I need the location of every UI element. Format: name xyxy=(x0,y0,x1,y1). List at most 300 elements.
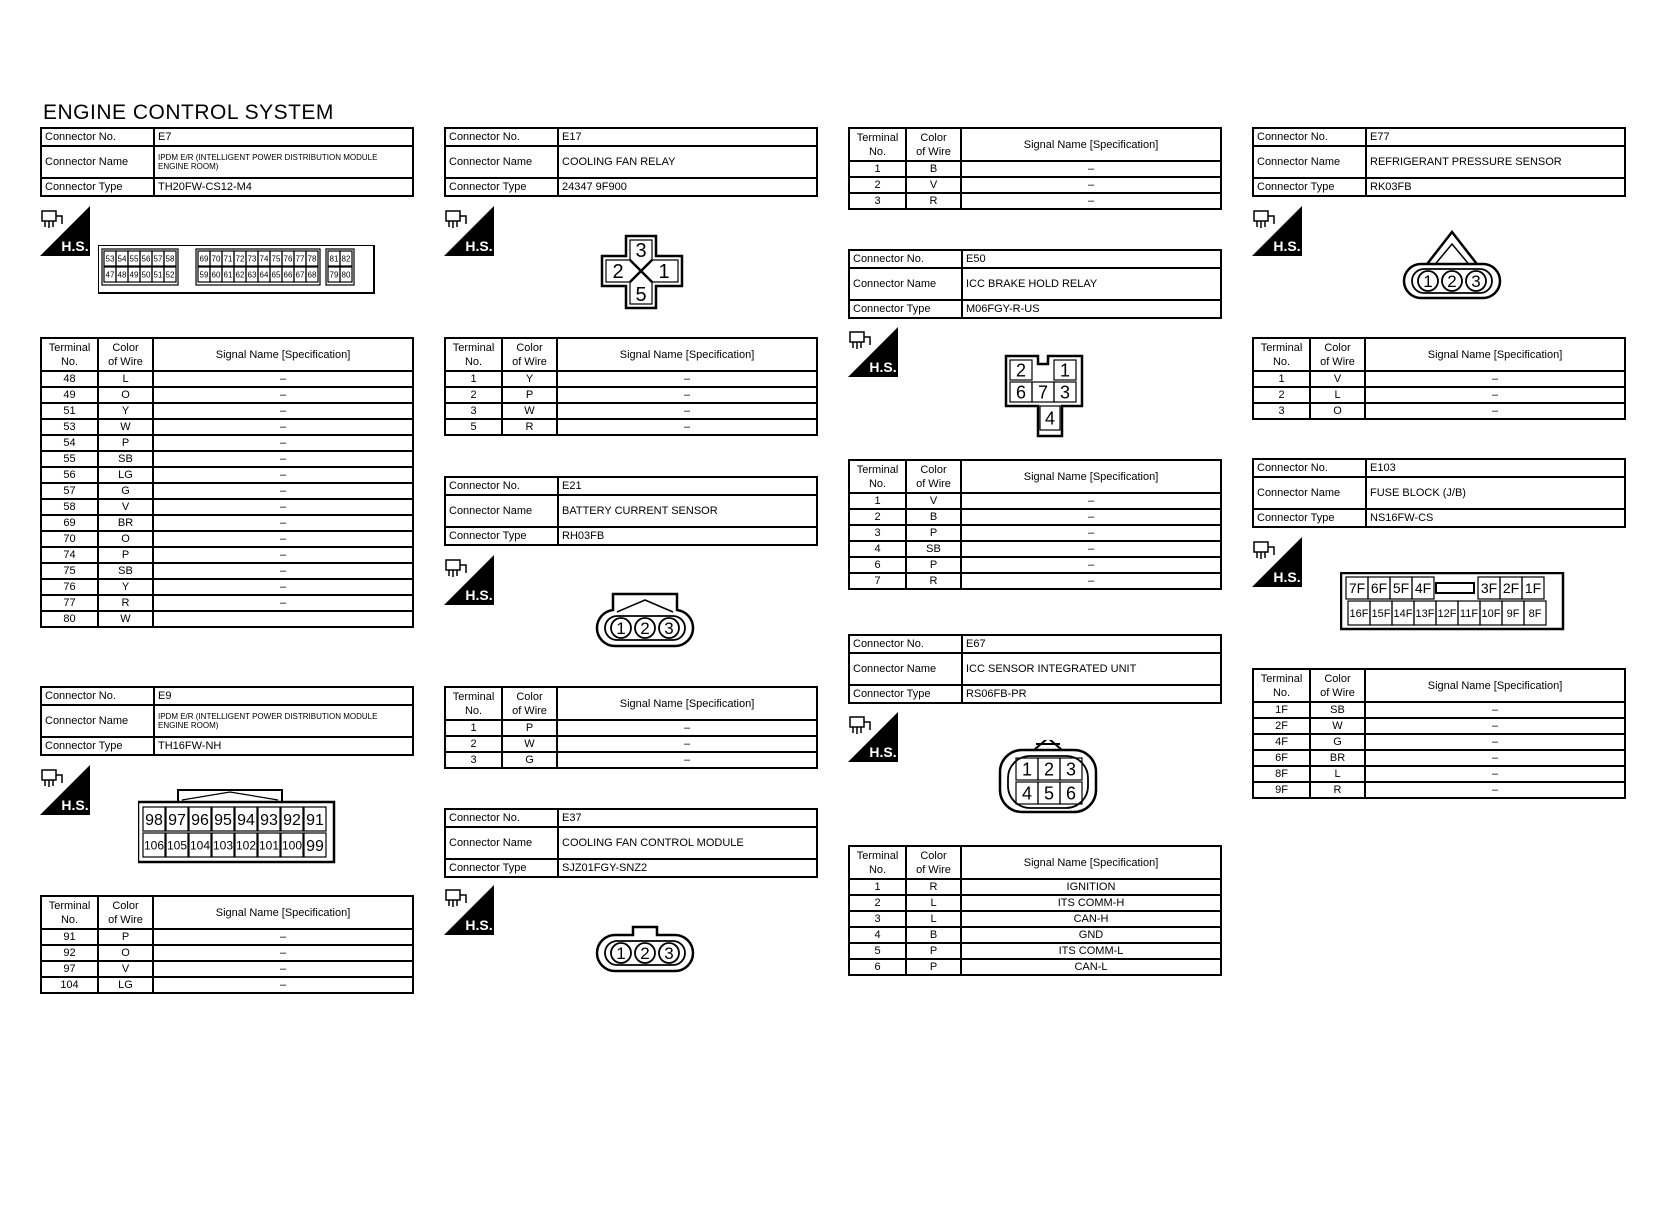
terminal-no: 4F xyxy=(1253,734,1310,750)
signal-table-e50 xyxy=(848,459,1222,590)
connector-name: COOLING FAN RELAY xyxy=(558,146,817,178)
connector-info-e50 xyxy=(848,249,1222,319)
pin-label: 49 xyxy=(129,270,139,280)
signal-name: – xyxy=(153,419,413,435)
pin-label: 69 xyxy=(199,254,209,264)
page-title: ENGINE CONTROL SYSTEM xyxy=(43,101,334,124)
label-connector-type: Connector Type xyxy=(1253,509,1366,527)
table-row xyxy=(849,911,1221,927)
pin-label: 82 xyxy=(341,254,351,264)
pin-label: 53 xyxy=(105,254,115,264)
label-connector-type: Connector Type xyxy=(41,178,154,196)
terminal-no: 1 xyxy=(849,493,906,509)
pin-label: 103 xyxy=(212,838,234,853)
table-row xyxy=(41,483,413,499)
wire-color: R xyxy=(906,573,961,589)
wire-color: BR xyxy=(98,515,153,531)
terminal-no: 91 xyxy=(41,929,98,945)
wire-color: P xyxy=(906,943,961,959)
pin-label: 58 xyxy=(165,254,175,264)
pin-label: 55 xyxy=(129,254,139,264)
pin-label: 4F xyxy=(1414,580,1432,597)
signal-name: – xyxy=(1365,766,1625,782)
connector-latch xyxy=(1424,232,1480,268)
signal-name: – xyxy=(557,371,817,387)
terminal-no: 2 xyxy=(849,509,906,525)
table-row xyxy=(41,467,413,483)
table-row xyxy=(41,929,413,945)
terminal-no: 3 xyxy=(445,403,502,419)
label-connector-no: Connector No. xyxy=(41,128,154,146)
pin-label: 1 xyxy=(1423,272,1433,291)
pin-label: 6 xyxy=(1015,382,1027,403)
terminal-no: 3 xyxy=(849,911,906,927)
table-row xyxy=(41,419,413,435)
connector-type: TH16FW-NH xyxy=(154,737,413,755)
wire-color: L xyxy=(906,911,961,927)
wire-color: BR xyxy=(1310,750,1365,766)
pin-label: 70 xyxy=(211,254,221,264)
pin-label: 3 xyxy=(1059,382,1071,403)
label-connector-name: Connector Name xyxy=(445,146,558,178)
header-terminal: Terminal No. xyxy=(445,687,502,720)
signal-table-e7 xyxy=(40,337,414,628)
table-row xyxy=(445,720,817,736)
signal-name: – xyxy=(961,177,1221,193)
connector-body xyxy=(98,245,374,293)
signal-name: – xyxy=(961,509,1221,525)
harness-side-icon xyxy=(40,765,90,815)
pin-label: 104 xyxy=(189,838,211,853)
pin-label: 5 xyxy=(635,284,647,306)
wire-color: V xyxy=(906,493,961,509)
connector-no: E77 xyxy=(1366,128,1625,146)
terminal-no: 2 xyxy=(445,387,502,403)
harness-side-icon xyxy=(1252,537,1302,587)
pin-label: 54 xyxy=(117,254,127,264)
harness-side-icon xyxy=(1252,206,1302,256)
pin-label: 61 xyxy=(223,270,233,280)
connector-name: FUSE BLOCK (J/B) xyxy=(1366,477,1625,509)
pin-label: 4 xyxy=(1021,783,1033,804)
terminal-no: 104 xyxy=(41,977,98,993)
terminal-no: 9F xyxy=(1253,782,1310,798)
header-signal: Signal Name [Specification] xyxy=(961,460,1221,493)
pin-label: 94 xyxy=(237,811,255,829)
pin-label: 1F xyxy=(1524,580,1542,597)
wire-color: B xyxy=(906,509,961,525)
signal-name: – xyxy=(1365,734,1625,750)
connector-info-e77 xyxy=(1252,127,1626,197)
label-connector-name: Connector Name xyxy=(1253,146,1366,178)
pin-label: 93 xyxy=(260,811,278,829)
label-connector-type: Connector Type xyxy=(445,527,558,545)
pin-label: 5F xyxy=(1392,580,1410,597)
pin-label: 12F xyxy=(1437,607,1457,620)
pin-label: 92 xyxy=(283,811,301,829)
signal-name: – xyxy=(153,595,413,611)
blank-cavity xyxy=(1436,583,1474,593)
pin-label: 71 xyxy=(223,254,233,264)
terminal-no: 57 xyxy=(41,483,98,499)
table-row xyxy=(41,977,413,993)
pin-label: 11F xyxy=(1459,607,1479,620)
terminal-no: 69 xyxy=(41,515,98,531)
pin-label: 5 xyxy=(1043,783,1055,804)
table-row xyxy=(41,595,413,611)
signal-name: – xyxy=(557,387,817,403)
connector-no: E9 xyxy=(154,687,413,705)
connector-type: RS06FB-PR xyxy=(962,685,1221,703)
header-color: Color of Wire xyxy=(1310,669,1365,702)
pin-label: 60 xyxy=(211,270,221,280)
wire-color: SB xyxy=(98,451,153,467)
pin-label: 48 xyxy=(117,270,127,280)
wire-color: W xyxy=(98,419,153,435)
pin-label: 2 xyxy=(1043,759,1055,780)
table-row xyxy=(445,736,817,752)
terminal-no: 6 xyxy=(849,557,906,573)
table-row xyxy=(41,403,413,419)
table-row xyxy=(1253,766,1625,782)
wire-color: W xyxy=(98,611,153,627)
pin-label: 68 xyxy=(307,270,317,280)
label-connector-name: Connector Name xyxy=(849,268,962,300)
wire-color: SB xyxy=(906,541,961,557)
pin-label: 6F xyxy=(1370,580,1388,597)
signal-name xyxy=(153,611,413,627)
connector-type: NS16FW-CS xyxy=(1366,509,1625,527)
table-row xyxy=(445,752,817,768)
terminal-no: 56 xyxy=(41,467,98,483)
terminal-no: 3 xyxy=(849,193,906,209)
pin-label: 99 xyxy=(306,837,324,855)
pin-label: 1 xyxy=(616,619,626,638)
pin-label: 2 xyxy=(640,619,650,638)
pin-label: 102 xyxy=(235,838,257,853)
hs-label: H.S. xyxy=(1273,238,1301,254)
header-terminal: Terminal No. xyxy=(849,128,906,161)
table-row xyxy=(849,161,1221,177)
label-connector-name: Connector Name xyxy=(445,495,558,527)
header-terminal: Terminal No. xyxy=(41,896,98,929)
wire-color: V xyxy=(906,177,961,193)
header-terminal: Terminal No. xyxy=(849,846,906,879)
connector-face-e17 xyxy=(600,234,684,310)
harness-side-icon xyxy=(444,555,494,605)
hs-label: H.S. xyxy=(869,359,897,375)
table-row xyxy=(849,927,1221,943)
pin-label: 77 xyxy=(295,254,305,264)
pin-label: 1 xyxy=(658,261,670,283)
harness-side-icon xyxy=(444,885,494,935)
table-row xyxy=(849,177,1221,193)
table-row xyxy=(41,435,413,451)
connector-type: M06FGY-R-US xyxy=(962,300,1221,318)
label-connector-name: Connector Name xyxy=(445,827,558,859)
pin-label: 56 xyxy=(141,254,151,264)
label-connector-type: Connector Type xyxy=(1253,178,1366,196)
wire-color: LG xyxy=(98,467,153,483)
terminal-no: 8F xyxy=(1253,766,1310,782)
terminal-no: 6F xyxy=(1253,750,1310,766)
terminal-no: 74 xyxy=(41,547,98,563)
pin-label: 80 xyxy=(341,270,351,280)
signal-name: – xyxy=(153,531,413,547)
table-row xyxy=(849,879,1221,895)
header-signal: Signal Name [Specification] xyxy=(557,687,817,720)
connector-latch xyxy=(617,600,673,612)
table-row xyxy=(849,541,1221,557)
signal-name: – xyxy=(961,573,1221,589)
pin-label: 3 xyxy=(1065,759,1077,780)
table-row xyxy=(849,509,1221,525)
table-row xyxy=(41,515,413,531)
wire-color: O xyxy=(98,945,153,961)
pin-label: 59 xyxy=(199,270,209,280)
label-connector-type: Connector Type xyxy=(41,737,154,755)
signal-name: CAN-L xyxy=(961,959,1221,975)
signal-name: ITS COMM-H xyxy=(961,895,1221,911)
terminal-no: 2 xyxy=(1253,387,1310,403)
pin-label: 97 xyxy=(168,811,186,829)
wire-color: B xyxy=(906,927,961,943)
signal-name: – xyxy=(153,387,413,403)
wire-color: R xyxy=(1310,782,1365,798)
terminal-no: 76 xyxy=(41,579,98,595)
connector-face-e77 xyxy=(1402,230,1502,302)
connector-info-e21 xyxy=(444,476,818,546)
pin-label: 57 xyxy=(153,254,163,264)
signal-name: – xyxy=(153,483,413,499)
pin-label: 14F xyxy=(1393,607,1413,620)
signal-table-e67 xyxy=(848,845,1222,976)
label-connector-no: Connector No. xyxy=(849,635,962,653)
wire-color: V xyxy=(1310,371,1365,387)
table-row xyxy=(849,943,1221,959)
wire-color: G xyxy=(502,752,557,768)
pin-label: 3 xyxy=(664,944,674,963)
pin-label: 105 xyxy=(166,838,188,853)
hs-label: H.S. xyxy=(465,917,493,933)
header-color: Color of Wire xyxy=(906,128,961,161)
terminal-no: 6 xyxy=(849,959,906,975)
wire-color: P xyxy=(906,557,961,573)
header-terminal: Terminal No. xyxy=(1253,338,1310,371)
pin-label: 79 xyxy=(329,270,339,280)
wire-color: SB xyxy=(1310,702,1365,718)
pin-label: 62 xyxy=(235,270,245,280)
pin-label: 106 xyxy=(143,838,165,853)
pin-label: 64 xyxy=(259,270,269,280)
label-connector-no: Connector No. xyxy=(1253,459,1366,477)
pin-label: 13F xyxy=(1415,607,1435,620)
signal-name: CAN-H xyxy=(961,911,1221,927)
signal-name: – xyxy=(1365,750,1625,766)
hs-label: H.S. xyxy=(61,238,89,254)
pin-label: 2 xyxy=(1015,360,1027,381)
table-row xyxy=(41,387,413,403)
signal-name: – xyxy=(153,499,413,515)
terminal-no: 2 xyxy=(445,736,502,752)
label-connector-name: Connector Name xyxy=(41,705,154,737)
signal-name: – xyxy=(557,736,817,752)
pin-label: 9F xyxy=(1506,607,1520,620)
terminal-no: 58 xyxy=(41,499,98,515)
table-row xyxy=(849,193,1221,209)
header-signal: Signal Name [Specification] xyxy=(557,338,817,371)
wire-color: L xyxy=(1310,766,1365,782)
pin-label: 100 xyxy=(281,838,303,853)
header-signal: Signal Name [Specification] xyxy=(961,846,1221,879)
table-row xyxy=(1253,750,1625,766)
connector-type: TH20FW-CS12-M4 xyxy=(154,178,413,196)
hs-label: H.S. xyxy=(869,744,897,760)
signal-name: – xyxy=(153,977,413,993)
terminal-no: 53 xyxy=(41,419,98,435)
signal-name: – xyxy=(153,435,413,451)
pin-label: 73 xyxy=(247,254,257,264)
terminal-no: 1 xyxy=(445,371,502,387)
wire-color: W xyxy=(502,736,557,752)
terminal-no: 2 xyxy=(849,895,906,911)
terminal-no: 55 xyxy=(41,451,98,467)
signal-name: – xyxy=(557,403,817,419)
header-signal: Signal Name [Specification] xyxy=(1365,669,1625,702)
pin-label: 91 xyxy=(306,811,324,829)
terminal-no: 4 xyxy=(849,541,906,557)
harness-side-icon xyxy=(40,206,90,256)
connector-name: REFRIGERANT PRESSURE SENSOR xyxy=(1366,146,1625,178)
signal-name: – xyxy=(1365,718,1625,734)
blank-cavity xyxy=(630,260,652,282)
connector-face-e9 xyxy=(138,788,338,868)
pin-label: 15F xyxy=(1371,607,1391,620)
signal-name: – xyxy=(1365,403,1625,419)
pin-label: 1 xyxy=(616,944,626,963)
header-color: Color of Wire xyxy=(502,338,557,371)
signal-name: – xyxy=(153,371,413,387)
label-connector-type: Connector Type xyxy=(849,300,962,318)
pin-label: 74 xyxy=(259,254,269,264)
table-row xyxy=(1253,702,1625,718)
terminal-no: 1F xyxy=(1253,702,1310,718)
header-color: Color of Wire xyxy=(906,460,961,493)
table-row xyxy=(1253,718,1625,734)
terminal-no: 4 xyxy=(849,927,906,943)
signal-table-e21 xyxy=(444,686,818,769)
connector-face-e103 xyxy=(1340,572,1566,632)
terminal-no: 3 xyxy=(849,525,906,541)
hs-label: H.S. xyxy=(1273,569,1301,585)
terminal-no: 1 xyxy=(849,879,906,895)
table-row xyxy=(1253,734,1625,750)
table-row xyxy=(445,371,817,387)
connector-info-e17 xyxy=(444,127,818,197)
signal-name: – xyxy=(153,563,413,579)
header-signal: Signal Name [Specification] xyxy=(961,128,1221,161)
pin-label: 78 xyxy=(307,254,317,264)
wire-color: P xyxy=(98,435,153,451)
connector-no: E50 xyxy=(962,250,1221,268)
terminal-no: 3 xyxy=(1253,403,1310,419)
header-terminal: Terminal No. xyxy=(445,338,502,371)
connector-no: E37 xyxy=(558,809,817,827)
pin-label: 75 xyxy=(271,254,281,264)
table-row xyxy=(1253,371,1625,387)
table-row xyxy=(849,959,1221,975)
pin-label: 7F xyxy=(1348,580,1366,597)
table-row xyxy=(41,961,413,977)
table-row xyxy=(849,573,1221,589)
header-color: Color of Wire xyxy=(906,846,961,879)
label-connector-type: Connector Type xyxy=(445,859,558,877)
terminal-no: 1 xyxy=(445,720,502,736)
pin-label: 6 xyxy=(1065,783,1077,804)
pin-label: 16F xyxy=(1349,607,1369,620)
harness-side-icon xyxy=(848,712,898,762)
table-row xyxy=(41,531,413,547)
wire-color: P xyxy=(98,547,153,563)
pin-label: 1 xyxy=(1021,759,1033,780)
pin-label: 66 xyxy=(283,270,293,280)
pin-label: 81 xyxy=(329,254,339,264)
connector-face-e50 xyxy=(1004,354,1094,438)
wire-color: O xyxy=(98,387,153,403)
pin-label: 67 xyxy=(295,270,305,280)
signal-table-e103 xyxy=(1252,668,1626,799)
signal-table-e77 xyxy=(1252,337,1626,420)
header-color: Color of Wire xyxy=(1310,338,1365,371)
connector-no: E21 xyxy=(558,477,817,495)
connector-no: E7 xyxy=(154,128,413,146)
signal-name: – xyxy=(153,515,413,531)
connector-name: ICC BRAKE HOLD RELAY xyxy=(962,268,1221,300)
terminal-no: 5 xyxy=(445,419,502,435)
terminal-no: 97 xyxy=(41,961,98,977)
wire-color: R xyxy=(906,193,961,209)
wire-color: L xyxy=(98,371,153,387)
pin-label: 72 xyxy=(235,254,245,264)
label-connector-no: Connector No. xyxy=(445,477,558,495)
signal-name: – xyxy=(153,945,413,961)
wire-color: B xyxy=(906,161,961,177)
pin-label: 52 xyxy=(165,270,175,280)
table-row xyxy=(1253,403,1625,419)
connector-info-e37 xyxy=(444,808,818,878)
wire-color: Y xyxy=(502,371,557,387)
pin-label: 3F xyxy=(1480,580,1498,597)
connector-face-e7 xyxy=(98,245,378,297)
pin-label: 8F xyxy=(1528,607,1542,620)
wire-color: L xyxy=(1310,387,1365,403)
wire-color: R xyxy=(502,419,557,435)
table-row xyxy=(41,451,413,467)
connector-latch xyxy=(182,792,278,800)
table-row xyxy=(1253,782,1625,798)
pin-label: 1 xyxy=(1059,360,1071,381)
connector-type: SJZ01FGY-SNZ2 xyxy=(558,859,817,877)
signal-name: – xyxy=(961,193,1221,209)
wire-color: P xyxy=(906,959,961,975)
wire-color: W xyxy=(1310,718,1365,734)
connector-face-e37 xyxy=(595,925,695,975)
terminal-no: 92 xyxy=(41,945,98,961)
wire-color: O xyxy=(1310,403,1365,419)
pin-label: 63 xyxy=(247,270,257,280)
signal-name: – xyxy=(1365,387,1625,403)
header-color: Color of Wire xyxy=(502,687,557,720)
